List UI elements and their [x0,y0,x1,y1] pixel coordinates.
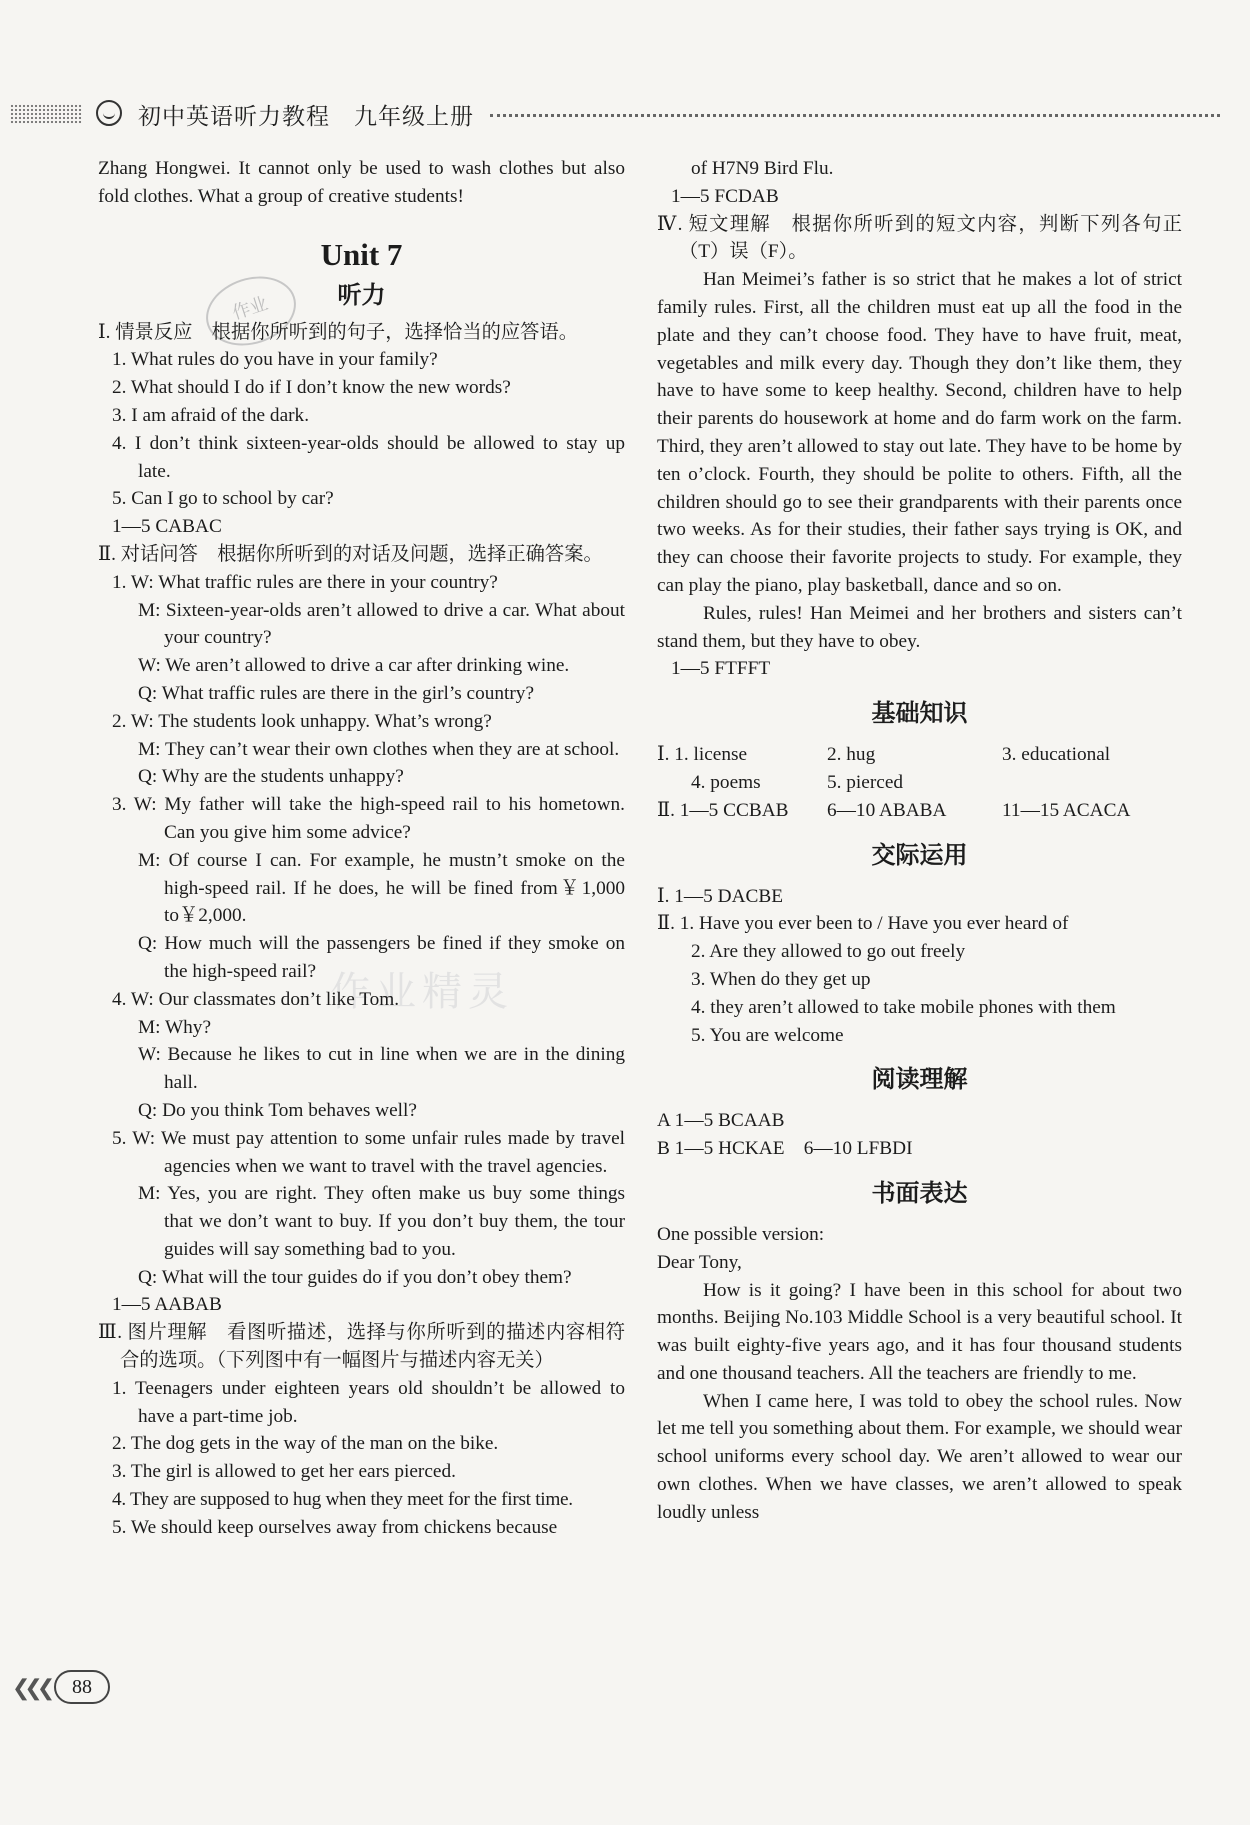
passage-paragraph: Rules, rules! Han Meimei and her brothers and sisters can’t stand them, but they have to obey. [657,602,1182,652]
s3-item: 5. We should keep ourselves away from chickens because [112,1516,558,1538]
section-1-heading: Ⅰ. 情景反应 根据你所听到的句子，选择恰当的应答语。 [98,321,579,343]
s3-answer: 1—5 FCDAB [671,185,779,207]
s3-item: 1. Teenagers under eighteen years old shouldn’t be allowed to have a part-time job. [112,1377,625,1427]
s2-answer: 1—5 AABAB [112,1294,222,1316]
header-divider [490,114,1220,117]
intro-paragraph: Zhang Hongwei. It cannot only be used to wash clothes but also fold clothes. What a group of creative students! [98,158,625,207]
passage-paragraph: Han Meimei’s father is so strict that he makes a lot of strict family rules. First, all the children must eat up all the food in the plate and they can’t choose food. They have to have fruit, meat, vegetables and milk every day. Though they don’t like them, they have to have some to keep healthy. Second, children have to help their parents do housework at home and do farm work on the farm. Third, they aren’t allowed to stay out late. They have to be home by ten o’clock. Fourth, they should be polite to others. Fifth, all the children should go to see their grandparents with their parents once two weeks. As for their studies, their father says trying is OK, and they can choose their favorite projects to study. For example, they can play the piano, play basketball, dance and so on. [657,269,1182,596]
s1-item: 3. I am afraid of the dark. [112,404,310,426]
section-title-reading: 阅读理解 [871,1065,968,1094]
dialog-line: Q: What will the tour guides do if you don’t obey them? [138,1266,572,1288]
basics-cell [1002,769,1182,797]
smiley-logo-icon [96,100,122,126]
s3-item: 2. The dog gets in the way of the man on the bike. [112,1433,499,1455]
comm-answer: 2. Are they allowed to go out freely [691,941,966,963]
dialog-line: Q: Why are the students unhappy? [138,766,404,788]
s1-item: 5. Can I go to school by car? [112,488,334,510]
writing-intro: One possible version: [657,1223,825,1245]
left-column [98,155,625,1542]
basics-cell: Ⅱ. 1—5 CCBAB [657,799,789,821]
s1-answer: 1—5 CABAC [112,516,222,538]
watermark: 作业精灵 [330,969,514,1015]
book-title: 初中英语听力教程 九年级上册 [138,104,474,130]
writing-salutation: Dear Tony, [657,1251,742,1273]
writing-paragraph: How is it going? I have been in this school for about two months. Beijing No.103 Middle School is a very beautiful school. It was built eighty-five years ago, and it has four thousand students and one thousand teachers. All the teachers are friendly to me. [657,1279,1182,1384]
chevrons-left-icon: ❮❮❮ [12,1676,50,1701]
homework-stamp: 作业 [197,265,305,356]
comm-answer: Ⅰ. 1—5 DACBE [657,885,783,907]
basics-cell: 5. pierced [827,771,904,793]
s1-item: 2. What should I do if I don’t know the new words? [112,377,511,399]
basics-row [657,769,1182,797]
reading-answer: B 1—5 HCKAE 6—10 LFBDI [657,1138,913,1160]
dialog-line: M: Why? [138,1016,212,1038]
section-title-basics: 基础知识 [871,699,968,728]
dialog-line: 5. W: We must pay attention to some unfair rules made by travel agencies when we want to travel with the travel agencies. [112,1127,625,1177]
dialog-line: M: Of course I can. For example, he mustn’t smoke on the high-speed rail. If he does, he will be fined from￥1,000 to￥2,000. [138,849,625,927]
dialog-line: 3. W: My father will take the high-speed rail to his hometown. Can you give him some advice? [112,794,625,843]
basics-cell: 3. educational [1002,744,1111,766]
comm-answer: 3. When do they get up [691,968,871,990]
section-3-heading: Ⅲ. 图片理解 看图听描述，选择与你所听到的描述内容相符合的选项。（下列图中有一幅图片与描述内容无关） [98,1322,625,1372]
dialog-line: M: Yes, you are right. They often make us buy some things that we don’t want to buy. If you don’t buy them, the tour guides will say something bad to you. [138,1183,625,1260]
page-number: 88 [54,1670,110,1704]
basics-cell: 4. poems [691,771,761,793]
dialog-line: Q: Do you think Tom behaves well? [138,1099,417,1121]
s3-item-continued: of H7N9 Bird Flu. [691,158,834,179]
right-column [657,155,1182,1527]
dialog-line: M: Sixteen-year-olds aren’t allowed to drive a car. What about your country? [138,599,625,649]
page-header [10,96,1220,130]
dialog-line: Q: How much will the passengers be fined if they smoke on the high-speed rail? [138,933,625,982]
comm-answer: Ⅱ. 1. Have you ever been to / Have you ever heard of [657,913,1069,935]
s1-item: 1. What rules do you have in your family? [112,349,438,371]
s1-item: 4. I don’t think sixteen-year-olds should be allowed to stay up late. [112,432,625,482]
basics-row [657,741,1182,769]
dialog-line: Q: What traffic rules are there in the girl’s country? [138,682,535,704]
comm-answer: 4. they aren’t allowed to take mobile phones with them [691,996,1116,1018]
basics-cell: 2. hug [827,744,876,766]
section-2-heading: Ⅱ. 对话问答 根据你所听到的对话及问题，选择正确答案。 [98,543,603,565]
writing-paragraph: When I came here, I was told to obey the school rules. Now let me tell you something about them. For example, we should wear school uniforms every school day. We aren’t allowed to wear our own clothes. When we have classes, we aren’t allowed to speak loudly unless [657,1390,1182,1523]
basics-row [657,797,1182,825]
section-title-communication: 交际运用 [871,840,968,869]
unit-title: Unit 7 [320,236,403,272]
comm-answer: 5. You are welcome [691,1024,844,1046]
dialog-line: 1. W: What traffic rules are there in your country? [112,571,498,593]
s3-item: 3. The girl is allowed to get her ears pierced. [112,1461,456,1483]
reading-answer: A 1—5 BCAAB [657,1110,785,1132]
header-dot-pattern [10,104,82,124]
dialog-line: 4. W: Our classmates don’t like Tom. [112,988,400,1010]
section-4-heading: Ⅳ. 短文理解 根据你所听到的短文内容，判断下列各句正（T）误（F）。 [657,213,1182,263]
basics-cell: 6—10 ABABA [827,799,947,821]
basics-cell: 11—15 ACACA [1002,799,1131,821]
section-title-listening: 听力 [337,280,386,309]
dialog-line: W: We aren’t allowed to drive a car after drinking wine. [138,655,570,677]
dialog-line: W: Because he likes to cut in line when we are in the dining hall. [138,1044,625,1094]
s4-answer: 1—5 FTFFT [671,658,771,680]
dialog-line: M: They can’t wear their own clothes when they are at school. [138,738,620,760]
basics-cell: Ⅰ. 1. license [657,744,748,766]
s3-item: 4. They are supposed to hug when they meet for the first time. [112,1489,573,1511]
section-title-writing: 书面表达 [871,1178,968,1207]
dialog-line: 2. W: The students look unhappy. What’s wrong? [112,710,492,732]
